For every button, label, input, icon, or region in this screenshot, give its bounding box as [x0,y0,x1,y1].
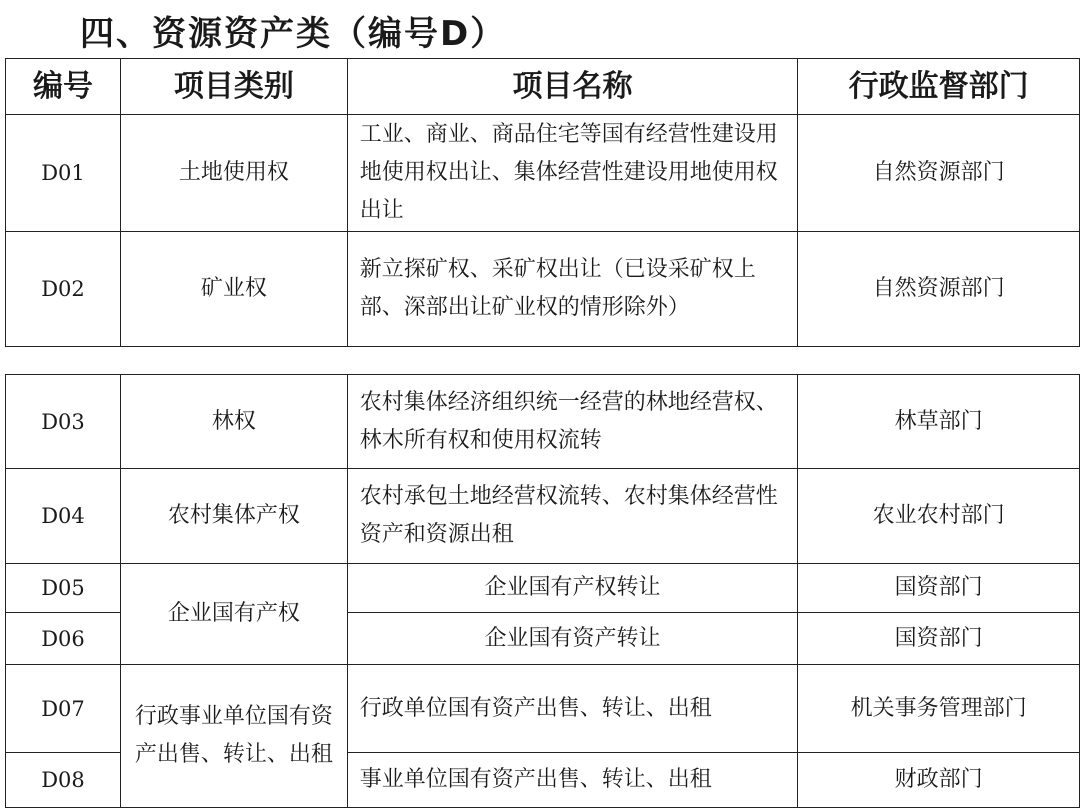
row-category: 农村集体产权 [120,469,347,564]
row-code: D05 [6,564,121,613]
table-row [6,665,1080,753]
row-code: D01 [6,115,121,232]
row-code: D07 [6,665,121,753]
header-code: 编号 [6,59,121,115]
table-row [6,115,1080,232]
row-dept: 农业农村部门 [798,469,1080,564]
row-name: 行政单位国有资产出售、转让、出租 [347,665,798,753]
row-category: 土地使用权 [120,115,347,232]
resource-table-part1 [5,58,1080,347]
row-name: 事业单位国有资产出售、转让、出租 [347,753,798,808]
row-dept: 机关事务管理部门 [798,665,1080,753]
table-row [6,564,1080,613]
row-code: D03 [6,375,121,469]
row-dept: 国资部门 [798,613,1080,665]
row-code: D02 [6,232,121,347]
row-name: 企业国有产权转让 [347,564,798,613]
row-name: 农村集体经济组织统一经营的林地经营权、林木所有权和使用权流转 [347,375,798,469]
row-category-merged: 行政事业单位国有资产出售、转让、出租 [120,665,347,808]
resource-table-part2 [5,374,1080,808]
row-category: 矿业权 [120,232,347,347]
row-name: 企业国有资产转让 [347,613,798,665]
row-name: 新立探矿权、采矿权出让（已设采矿权上部、深部出让矿业权的情形除外） [347,232,798,347]
header-name: 项目名称 [347,59,798,115]
row-code: D04 [6,469,121,564]
row-code: D08 [6,753,121,808]
row-dept: 财政部门 [798,753,1080,808]
row-dept: 林草部门 [798,375,1080,469]
table-row [6,469,1080,564]
row-dept: 自然资源部门 [798,232,1080,347]
table-row [6,232,1080,347]
row-name: 农村承包土地经营权流转、农村集体经营性资产和资源出租 [347,469,798,564]
table-row [6,375,1080,469]
row-code: D06 [6,613,121,665]
row-category-merged: 企业国有产权 [120,564,347,665]
row-dept: 国资部门 [798,564,1080,613]
table-header-row [6,59,1080,115]
header-dept: 行政监督部门 [798,59,1080,115]
header-category: 项目类别 [120,59,347,115]
page-title: 四、资源资产类（编号D） [80,14,507,54]
row-dept: 自然资源部门 [798,115,1080,232]
row-category: 林权 [120,375,347,469]
row-name: 工业、商业、商品住宅等国有经营性建设用地使用权出让、集体经营性建设用地使用权出让 [347,115,798,232]
